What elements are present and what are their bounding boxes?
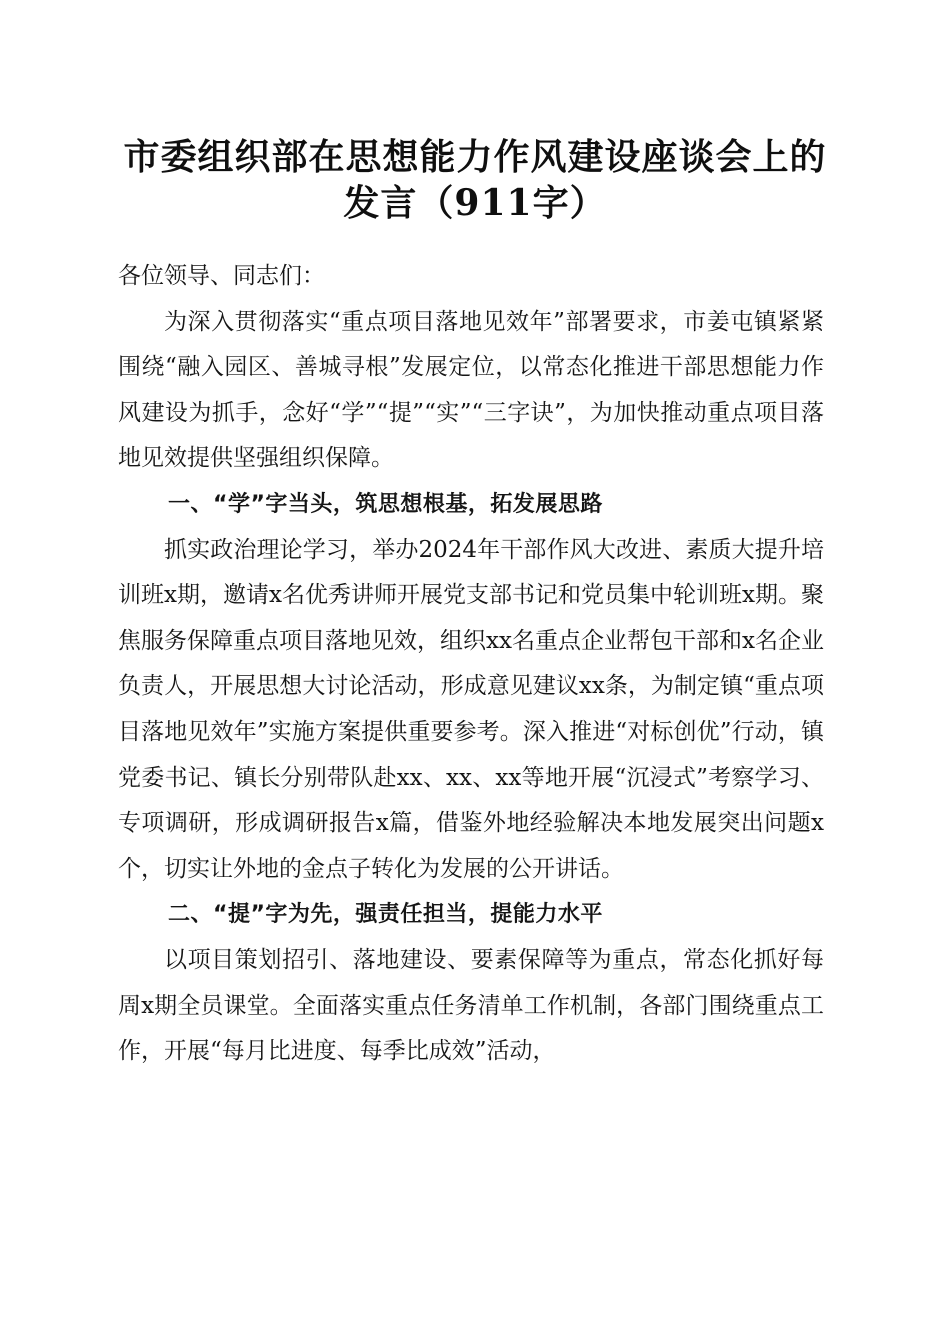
section-1-paragraph: 抓实政治理论学习，举办2024年干部作风大改进、素质大提升培训班x期，邀请x名优秀讲师开展党支部书记和党员集中轮训班x期。聚焦服务保障重点项目落地见效，组织xx名重点企业帮包干部和x名企业负责人，开展思想大讨论活动，形成意见建议xx条，为制定镇“重点项目落地见效年”实施方案提供重要参考。深入推进“对标创优”行动，镇党委书记、镇长分别带队赴xx、xx、xx等地开展“沉浸式”考察学习、专项调研，形成调研报告x篇，借鉴外地经验解决本地发展突出问题x个，切实让外地的金点子转化为发展的公开讲话。 <box>118 536 824 882</box>
section-2-heading: 二、“提”字为先，强责任担当，提能力水平 <box>168 902 603 928</box>
section-1-heading: 一、“学”字当头，筑思想根基，拓发展思路 <box>168 491 603 517</box>
section-2-paragraph: 以项目策划招引、落地建设、要素保障等为重点，常态化抓好每周x期全员课堂。全面落实重点任务清单工作机制，各部门围绕重点工作，开展“每月比进度、每季比成效”活动， <box>118 946 824 1065</box>
salutation: 各位领导、同志们： <box>118 263 325 289</box>
document-body <box>118 254 824 1075</box>
document-title: 市委组织部在思想能力作风建设座谈会上的发言（911字） <box>123 136 827 224</box>
intro-paragraph: 为深入贯彻落实“重点项目落地见效年”部署要求，市姜屯镇紧紧围绕“融入园区、善城寻根”发展定位，以常态化推进干部思想能力作风建设为抓手，念好“学”“提”“实”“三字诀”，为加快推动重点项目落地见效提供坚强组织保障。 <box>118 308 824 472</box>
